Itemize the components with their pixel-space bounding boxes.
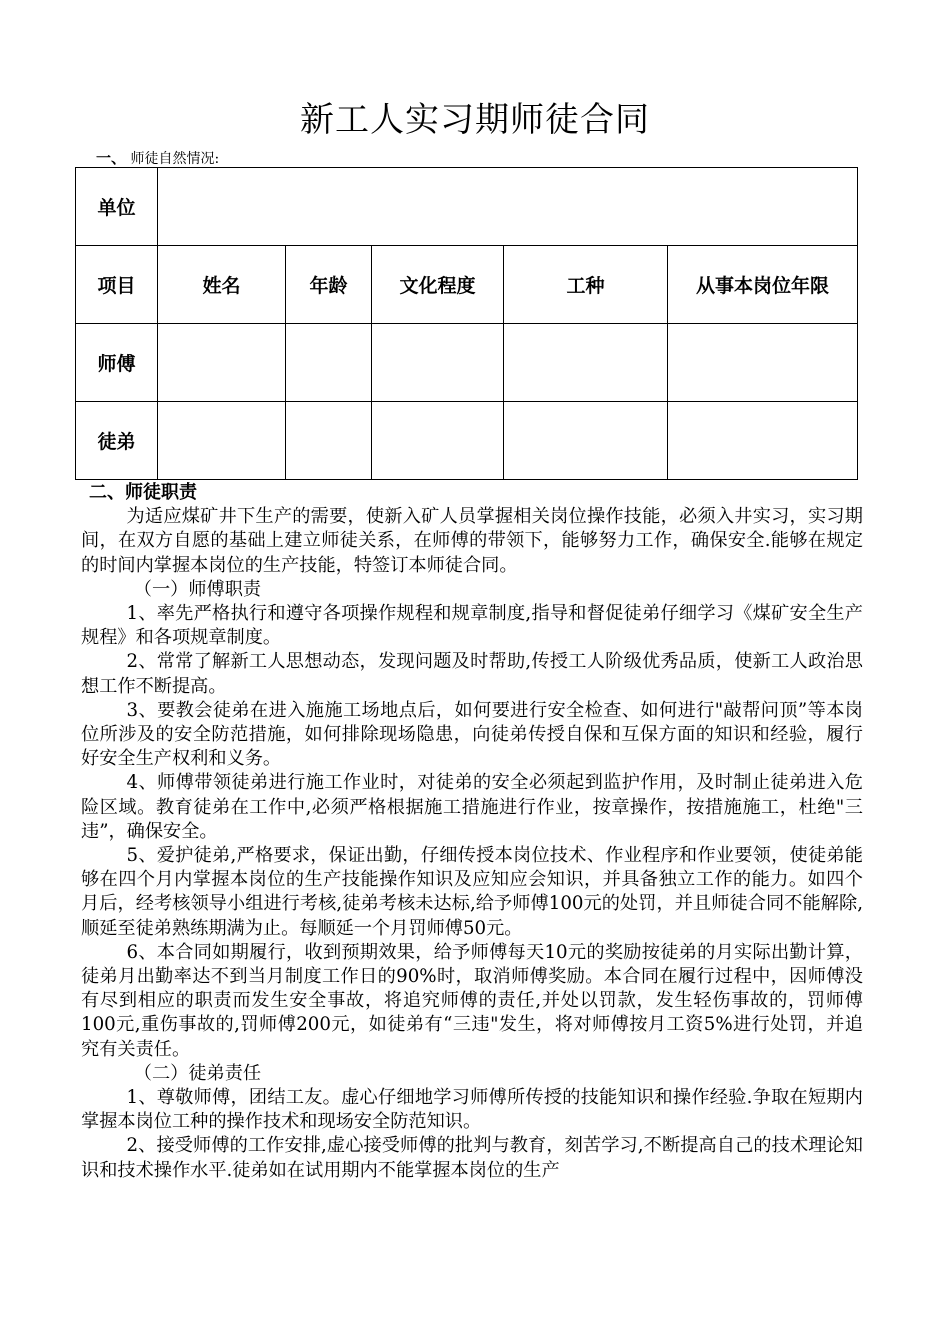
header-name: 姓名: [158, 246, 286, 324]
unit-label: 单位: [76, 168, 158, 246]
apprentice-years-cell: [668, 402, 858, 480]
apprentice-name-cell: [158, 402, 286, 480]
master-duty-item: 5、爱护徒弟,严格要求，保证出勤，仔细传授本岗位技术、作业程序和作业要领，使徒弟能够在四个月内掌握本岗位的生产技能操作知识及应知应会知识，并具备独立工作的能力。如四个月后，经考核领导小组进行考核,徒弟考核未达标,给予师傅100元的处罚，并且师徒合同不能解除,顺延至徒弟熟练期满为止。每顺延一个月罚师傅50元。: [81, 845, 863, 939]
section1-number: 一、: [96, 149, 127, 167]
master-job-cell: [504, 324, 668, 402]
section2-heading: 二、师徒职责: [89, 482, 197, 503]
apprentice-duty-item: 2、接受师傅的工作安排,虚心接受师傅的批判与教育，刻苦学习,不断提高自己的技术理论知识和技术操作水平.徒弟如在试用期内不能掌握本岗位的生产: [81, 1135, 863, 1181]
header-education: 文化程度: [372, 246, 504, 324]
master-duty-item: 4、师傅带领徒弟进行施工作业时，对徒弟的安全必须起到监护作用，及时制止徒弟进入危险区域。教育徒弟在工作中,必须严格根据施工措施进行作业，按章操作，按措施施工，杜绝"三违”，确保安全。: [81, 772, 863, 842]
master-age-cell: [286, 324, 372, 402]
master-name-cell: [158, 324, 286, 402]
apprentice-duty-item: 1、尊敬师傅，团结工友。虚心仔细地学习师傅所传授的技能知识和操作经验.争取在短期内掌握本岗位工种的操作技术和现场安全防范知识。: [81, 1087, 863, 1133]
unit-row: [76, 168, 858, 246]
apprentice-age-cell: [286, 402, 372, 480]
header-row: [76, 246, 858, 324]
apprentice-duties-heading: （二）徒弟责任: [133, 1062, 262, 1084]
apprentice-education-cell: [372, 402, 504, 480]
master-label: 师傅: [76, 324, 158, 402]
master-duty-item: 3、要教会徒弟在进入施施工场地点后，如何要进行安全检查、如何进行"敲帮问顶”等本岗位所涉及的安全防范措施，如何排除现场隐患，向徒弟传授自保和互保方面的知识和经验，履行好安全生产权利和义务。: [81, 699, 863, 770]
intro-paragraph: 为适应煤矿井下生产的需要，使新入矿人员掌握相关岗位操作技能，必须入井实习，实习期间，在双方自愿的基础上建立师徒关系，在师傅的带领下，能够努力工作，确保安全.能够在规定的时间内掌握本岗位的生产技能，特签订本师徒合同。: [81, 506, 863, 576]
unit-value-cell: [158, 168, 858, 246]
header-job-type: 工种: [504, 246, 668, 324]
master-duties-heading: （一）师傅职责: [133, 578, 262, 600]
master-education-cell: [372, 324, 504, 402]
master-years-cell: [668, 324, 858, 402]
header-years: 从事本岗位年限: [668, 246, 858, 324]
header-age: 年龄: [286, 246, 372, 324]
apprentice-job-cell: [504, 402, 668, 480]
master-duty-item: 6、本合同如期履行，收到预期效果，给予师傅每天10元的奖励按徒弟的月实际出勤计算，徒弟月出勤率达不到当月制度工作日的90%时，取消师傅奖励。本合同在履行过程中，因师傅没有尽到相应的职责而发生安全事故，将追究师傅的责任,并处以罚款，发生轻伤事故的，罚师傅100元,重伤事故的,罚师傅200元，如徒弟有“三违"发生，将对师傅按月工资5%进行处罚，并追究有关责任。: [81, 941, 863, 1060]
master-row: [76, 324, 858, 402]
contract-body: [81, 481, 863, 1183]
apprentice-row: [76, 402, 858, 480]
master-duty-item: 2、常常了解新工人思想动态，发现问题及时帮助,传授工人阶级优秀品质，使新工人政治思想工作不断提高。: [81, 651, 863, 697]
master-duty-item: 1、率先严格执行和遵守各项操作规程和规章制度,指导和督促徒弟仔细学习《煤矿安全生产规程》和各项规章制度。: [81, 603, 863, 649]
section1-label: 师徒自然情况:: [130, 151, 220, 167]
apprentice-label: 徒弟: [76, 402, 158, 480]
info-table: [75, 167, 858, 480]
header-item: 项目: [76, 246, 158, 324]
section1-heading: [96, 147, 219, 168]
document-title: 新工人实习期师徒合同: [300, 100, 650, 140]
